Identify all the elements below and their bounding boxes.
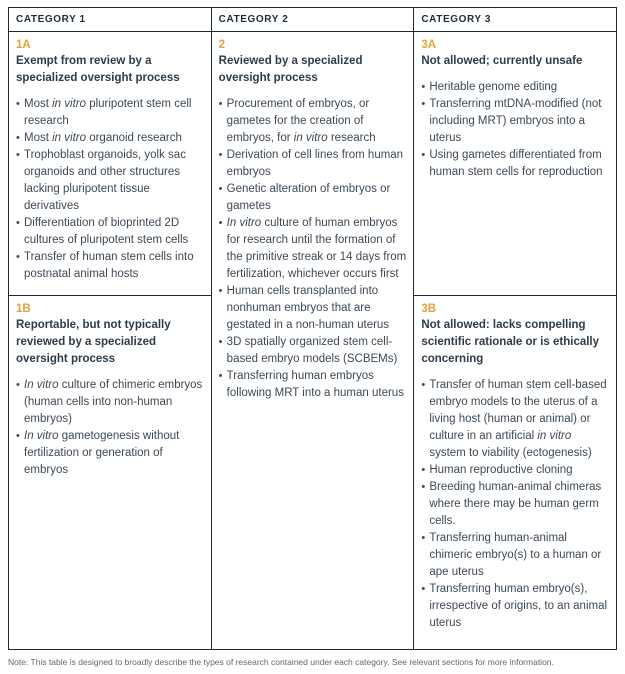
section-1a-label: 1A [16,39,31,51]
category-1-header: CATEGORY 1 [9,8,211,32]
section-3a-cell [414,32,616,295]
bullet-item: • In vitro gametogenesis without fertilization or generation of embryos [16,428,205,479]
bullet-item: • Transfer of human stem cell-based embryo models to the uterus of a living host (human or animal) or culture in an artificial in vitro system to viability (ectogenesis) [421,377,610,462]
section-1b-cell [9,295,211,649]
section-3b-label: 3B [421,303,437,315]
category-3-column [414,8,616,649]
bullet-item: • In vitro culture of human embryos for research until the formation of the primitive streak or 14 days from fertilization, whichever occurs first [219,215,408,283]
bullet-item: • Human cells transplanted into nonhuman embryos that are gestated in a non-human uterus [219,283,408,334]
bullet-item: • In vitro culture of chimeric embryos (human cells into non-human embryos) [16,377,205,428]
bullet-item: • Procurement of embryos, or gametes for the creation of embryos, for in vitro research [219,96,408,147]
category-1-column [9,8,212,649]
bullet-item: • Transferring human-animal chimeric embryo(s) to a human or ape uterus [421,530,610,581]
section-1a-heading: Exempt from review by a specialized oversight process [16,55,180,84]
section-3b-cell [414,295,616,649]
bullet-item: • Most in vitro pluripotent stem cell research [16,96,205,130]
bullet-item: • 3D spatially organized stem cell-based embryo models (SCBEMs) [219,334,408,368]
section-2-heading: Reviewed by a specialized oversight process [218,55,363,84]
section-3a-label: 3A [421,39,437,51]
section-2-label: 2 [218,39,226,51]
section-1b-heading: Reportable, but not typically reviewed by a specialized oversight process [16,319,171,365]
section-3b-bullet-list [421,377,610,632]
section-3a-bullet-list [421,79,610,181]
section-2-cell [212,32,414,649]
bullet-item: • Transferring mtDNA-modified (not including MRT) embryos into a uterus [421,96,610,147]
research-category-table [8,7,617,650]
section-1a-bullet-list [16,96,205,283]
bullet-item: • Transfer of human stem cells into postnatal animal hosts [16,249,205,283]
section-1b-bullet-list [16,377,205,479]
bullet-item: • Human reproductive cloning [421,462,610,479]
bullet-item: • Heritable genome editing [421,79,610,96]
table-footnote: Note: This table is designed to broadly describe the types of research contained under each category. See relevant sections for more information. [8,657,554,667]
bullet-item: • Differentiation of bioprinted 2D cultures of pluripotent stem cells [16,215,205,249]
category-2-header: CATEGORY 2 [212,8,414,32]
bullet-item: • Using gametes differentiated from human stem cells for reproduction [421,147,610,181]
section-2-bullet-list [219,96,408,402]
category-3-header: CATEGORY 3 [414,8,616,32]
bullet-item: • Transferring human embryos following MRT into a human uterus [219,368,408,402]
section-3a-heading: Not allowed; currently unsafe [421,55,583,67]
bullet-item: • Genetic alteration of embryos or gametes [219,181,408,215]
section-1b-label: 1B [16,303,31,315]
bullet-item: • Transferring human embryo(s), irrespective of origins, to an animal uterus [421,581,610,632]
bullet-item: • Most in vitro organoid research [16,130,205,147]
bullet-item: • Trophoblast organoids, yolk sac organoids and other structures lacking pluripotent tissue derivatives [16,147,205,215]
section-1a-cell [9,32,211,295]
bullet-item: • Derivation of cell lines from human embryos [219,147,408,181]
category-2-column [212,8,415,649]
section-3b-heading: Not allowed: lacks compelling scientific rationale or is ethically concerning [421,319,600,365]
bullet-item: • Breeding human-animal chimeras where there may be human germ cells. [421,479,610,530]
